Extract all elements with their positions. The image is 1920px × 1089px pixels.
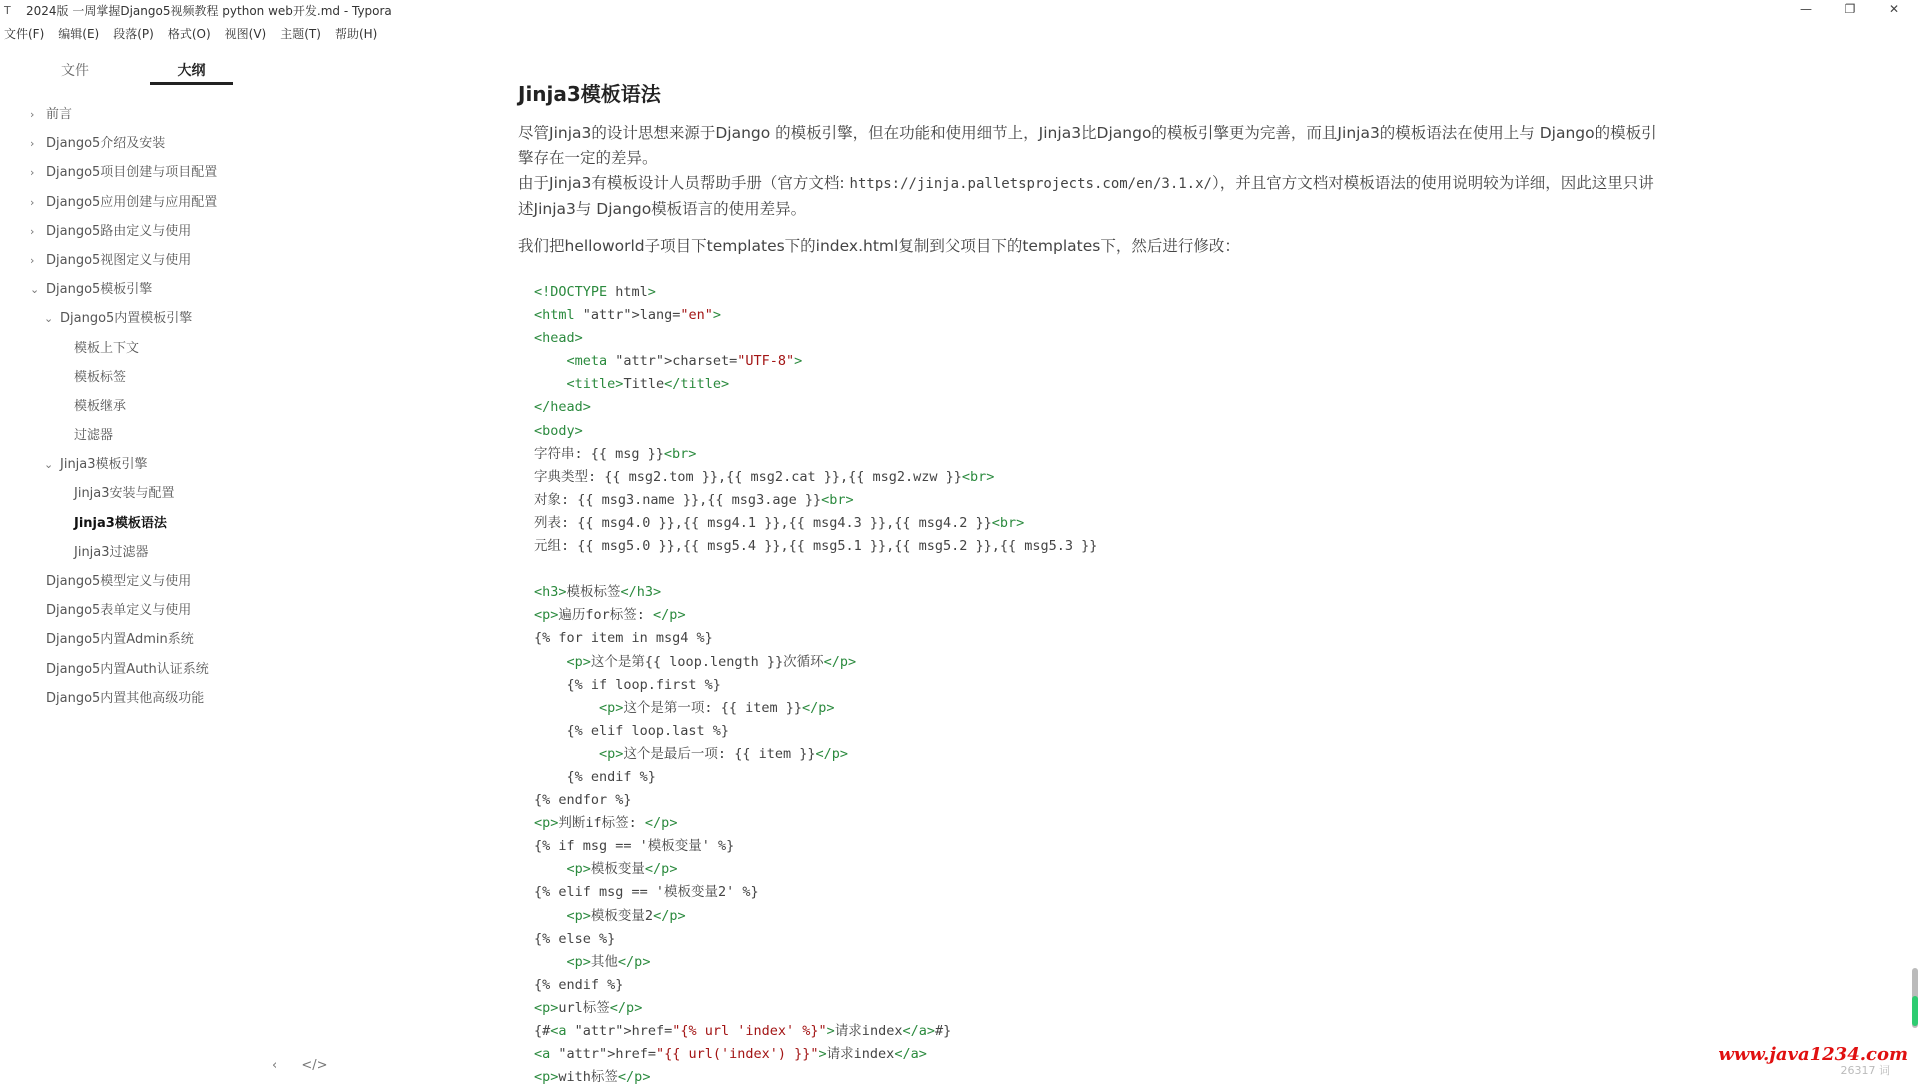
- code-line: {% elif loop.last %}: [534, 722, 730, 739]
- outline-item-label: 模板继承: [74, 398, 127, 414]
- menu-theme[interactable]: 主题(T): [280, 26, 321, 41]
- outline-item[interactable]: [0, 655, 252, 684]
- page-heading: Jinja3模板语法: [518, 82, 661, 106]
- outline-item[interactable]: [0, 304, 252, 333]
- code-line: <meta "attr">charset="UTF-8">: [566, 353, 803, 370]
- outline-item-label: Django5模型定义与使用: [46, 574, 192, 589]
- code-block[interactable]: [518, 281, 1668, 1089]
- collapse-sidebar-icon[interactable]: ‹: [272, 1058, 278, 1073]
- title-bar: [0, 0, 1920, 20]
- code-line: <p>这个是最后一项: {{ item }}</p>: [599, 745, 849, 762]
- outline-item[interactable]: [0, 596, 252, 625]
- code-line: {% elif msg == '模板变量2' %}: [534, 884, 759, 901]
- chevron-right-icon[interactable]: ›: [30, 253, 35, 267]
- menu-bar: [0, 22, 1920, 44]
- code-line: {% endif %}: [534, 768, 656, 785]
- code-line: <p>with标签</p>: [534, 1069, 651, 1086]
- active-tab-indicator: [150, 82, 233, 85]
- docs-url[interactable]: https://jinja.palletsprojects.com/en/3.1.x/: [849, 176, 1212, 192]
- code-line: <p>判断if标签: </p>: [534, 815, 678, 832]
- outline-item[interactable]: [0, 217, 252, 246]
- outline-item-label: Django5内置Auth认证系统: [46, 661, 209, 677]
- outline-item-label: 前言: [46, 107, 73, 122]
- outline-item-label: Jinja3模板语法: [74, 515, 167, 531]
- outline-item-label: 过滤器: [74, 428, 114, 444]
- paragraph-instruction: 我们把helloworld子项目下templates下的index.html复制到父项目下的templates下，然后进行修改：: [518, 237, 1240, 255]
- code-line: <p>url标签</p>: [534, 999, 643, 1016]
- code-line: <html "attr">lang="en">: [534, 307, 721, 324]
- chevron-right-icon[interactable]: ›: [30, 108, 35, 121]
- chevron-right-icon[interactable]: ›: [30, 224, 35, 238]
- code-line: <p>模板变量2</p>: [566, 907, 686, 924]
- menu-help[interactable]: 帮助(H): [334, 26, 378, 41]
- menu-edit[interactable]: 编辑(E): [58, 26, 100, 41]
- outline-item-label: Django5应用创建与应用配置: [46, 194, 218, 210]
- outline-item-label: Jinja3模板引擎: [60, 457, 148, 473]
- code-line: {% for item in msg4 %}: [534, 630, 713, 647]
- editor-content[interactable]: [518, 60, 1668, 1089]
- outline-item-label: 模板上下文: [74, 340, 140, 356]
- outline-item[interactable]: [0, 363, 252, 392]
- code-line: <body>: [534, 422, 583, 439]
- code-line: 列表: {{ msg4.0 }},{{ msg4.1 }},{{ msg4.3 }},{{ msg4.2 }}<br>: [534, 514, 1025, 531]
- outline-item[interactable]: [0, 334, 252, 363]
- outline-item-label: Jinja3过滤器: [74, 544, 149, 560]
- tab-outline[interactable]: 大纲: [177, 63, 206, 79]
- code-line: {% endif %}: [534, 976, 624, 993]
- code-line: <h3>模板标签</h3>: [534, 584, 662, 601]
- outline-item[interactable]: [0, 538, 252, 567]
- code-line: {% endfor %}: [534, 792, 632, 809]
- outline-item-label: 模板标签: [74, 369, 127, 385]
- code-line: {% if msg == '模板变量' %}: [534, 838, 735, 855]
- outline-item[interactable]: [0, 392, 252, 421]
- outline-item[interactable]: [0, 275, 252, 304]
- code-line: <p>模板变量</p>: [566, 861, 678, 878]
- code-line: <p>这个是第一项: {{ item }}</p>: [599, 699, 835, 716]
- sidebar-footer: [272, 1058, 348, 1073]
- paragraph-docs: [518, 171, 1668, 222]
- outline-item[interactable]: [0, 509, 252, 538]
- code-line: 字典类型: {{ msg2.tom }},{{ msg2.cat }},{{ msg2.wzw }}<br>: [534, 468, 995, 485]
- menu-format[interactable]: 格式(O): [167, 26, 211, 41]
- code-line: 元组: {{ msg5.0 }},{{ msg5.4 }},{{ msg5.1 }},{{ msg5.2 }},{{ msg5.3 }}: [534, 538, 1098, 555]
- outline-item[interactable]: [0, 421, 252, 450]
- outline-item-label: Django5内置Admin系统: [46, 632, 194, 648]
- outline-item-label: Django5路由定义与使用: [46, 223, 192, 239]
- menu-file[interactable]: 文件(F): [4, 26, 45, 41]
- sidebar-tabs: [0, 48, 252, 88]
- outline-item-label: Jinja3安装与配置: [74, 486, 175, 502]
- watermark: www.java1234.com: [1718, 1044, 1908, 1065]
- window-title: 2024版 一周掌握Django5视频教程 python web开发.md - Typora: [26, 3, 392, 18]
- paragraph-docs-pre: 由于Jinja3有模板设计人员帮助手册（官方文档:: [518, 174, 850, 192]
- code-line: <head>: [534, 330, 583, 347]
- outline-item[interactable]: [0, 188, 252, 217]
- outline-item-label: Django5视图定义与使用: [46, 252, 192, 268]
- outline-item-label: Django5内置模板引擎: [60, 311, 193, 327]
- outline-item-label: Django5项目创建与项目配置: [46, 165, 218, 181]
- outline-item[interactable]: [0, 567, 252, 596]
- code-line: <p>遍历for标签: </p>: [534, 607, 686, 624]
- code-line: <a "attr">href="{{ url('index') }}">请求index</a>: [534, 1046, 927, 1063]
- minimize-icon[interactable]: —: [1800, 2, 1812, 16]
- outline-item-label: Django5介绍及安装: [46, 136, 166, 152]
- chevron-down-icon[interactable]: ⌄: [44, 312, 54, 326]
- source-code-mode-icon[interactable]: </>: [301, 1058, 328, 1073]
- outline-item-label: Django5模板引擎: [46, 282, 153, 298]
- code-line: 对象: {{ msg3.name }},{{ msg3.age }}<br>: [534, 491, 854, 508]
- restore-icon[interactable]: ❐: [1844, 2, 1856, 16]
- code-line: 字符串: {{ msg }}<br>: [534, 445, 697, 462]
- outline-item[interactable]: [0, 246, 252, 275]
- outline-item[interactable]: [0, 479, 252, 508]
- outline-item-label: Django5内置其他高级功能: [46, 690, 205, 706]
- outline-list: [0, 100, 252, 713]
- scrollbar-indicator: [1912, 996, 1918, 1026]
- menu-paragraph[interactable]: 段落(P): [113, 26, 154, 41]
- code-line: {% else %}: [534, 930, 616, 947]
- tab-files[interactable]: 文件: [61, 63, 89, 79]
- code-line: <title>Title</title>: [566, 376, 730, 393]
- paragraph-intro: 尽管Jinja3的设计思想来源于Django 的模板引擎，但在功能和使用细节上，Jinja3比Django的模板引擎更为完善，而且Jinja3的模板语法在使用上与 Django的模板引擎存在一定的差异。: [518, 124, 1657, 167]
- chevron-down-icon[interactable]: ⌄: [44, 458, 54, 472]
- outline-item[interactable]: [0, 100, 252, 129]
- close-icon[interactable]: ✕: [1888, 2, 1900, 16]
- code-line: <p>其他</p>: [566, 953, 651, 970]
- code-line: {% if loop.first %}: [534, 676, 721, 693]
- menu-view[interactable]: 视图(V): [224, 26, 267, 41]
- outline-item[interactable]: [0, 450, 252, 479]
- sidebar: [0, 48, 252, 1080]
- code-line: {#<a "attr">href="{% url 'index' %}">请求index</a>#}: [534, 1023, 952, 1039]
- code-line: [534, 558, 1668, 581]
- word-count[interactable]: 26317 词: [1840, 1064, 1890, 1077]
- code-line: </head>: [534, 399, 591, 416]
- outline-item[interactable]: [0, 625, 252, 654]
- outline-item[interactable]: [0, 129, 252, 158]
- outline-item[interactable]: [0, 158, 252, 187]
- code-line: <p>这个是第{{ loop.length }}次循环</p>: [566, 653, 857, 670]
- outline-item-label: Django5表单定义与使用: [46, 603, 192, 619]
- chevron-right-icon[interactable]: ›: [30, 195, 35, 209]
- typora-icon: T: [4, 3, 11, 17]
- outline-item[interactable]: [0, 684, 252, 713]
- chevron-down-icon[interactable]: ⌄: [30, 283, 40, 297]
- code-line: <!DOCTYPE html>: [534, 284, 656, 300]
- paragraph-docs-post: ），并且官方文档对模板语法的使用说明较为详细，因此这里只讲述Jinja3与 Django模板语言的使用差异。: [518, 174, 1654, 218]
- chevron-right-icon[interactable]: ›: [30, 166, 35, 180]
- chevron-right-icon[interactable]: ›: [30, 137, 35, 151]
